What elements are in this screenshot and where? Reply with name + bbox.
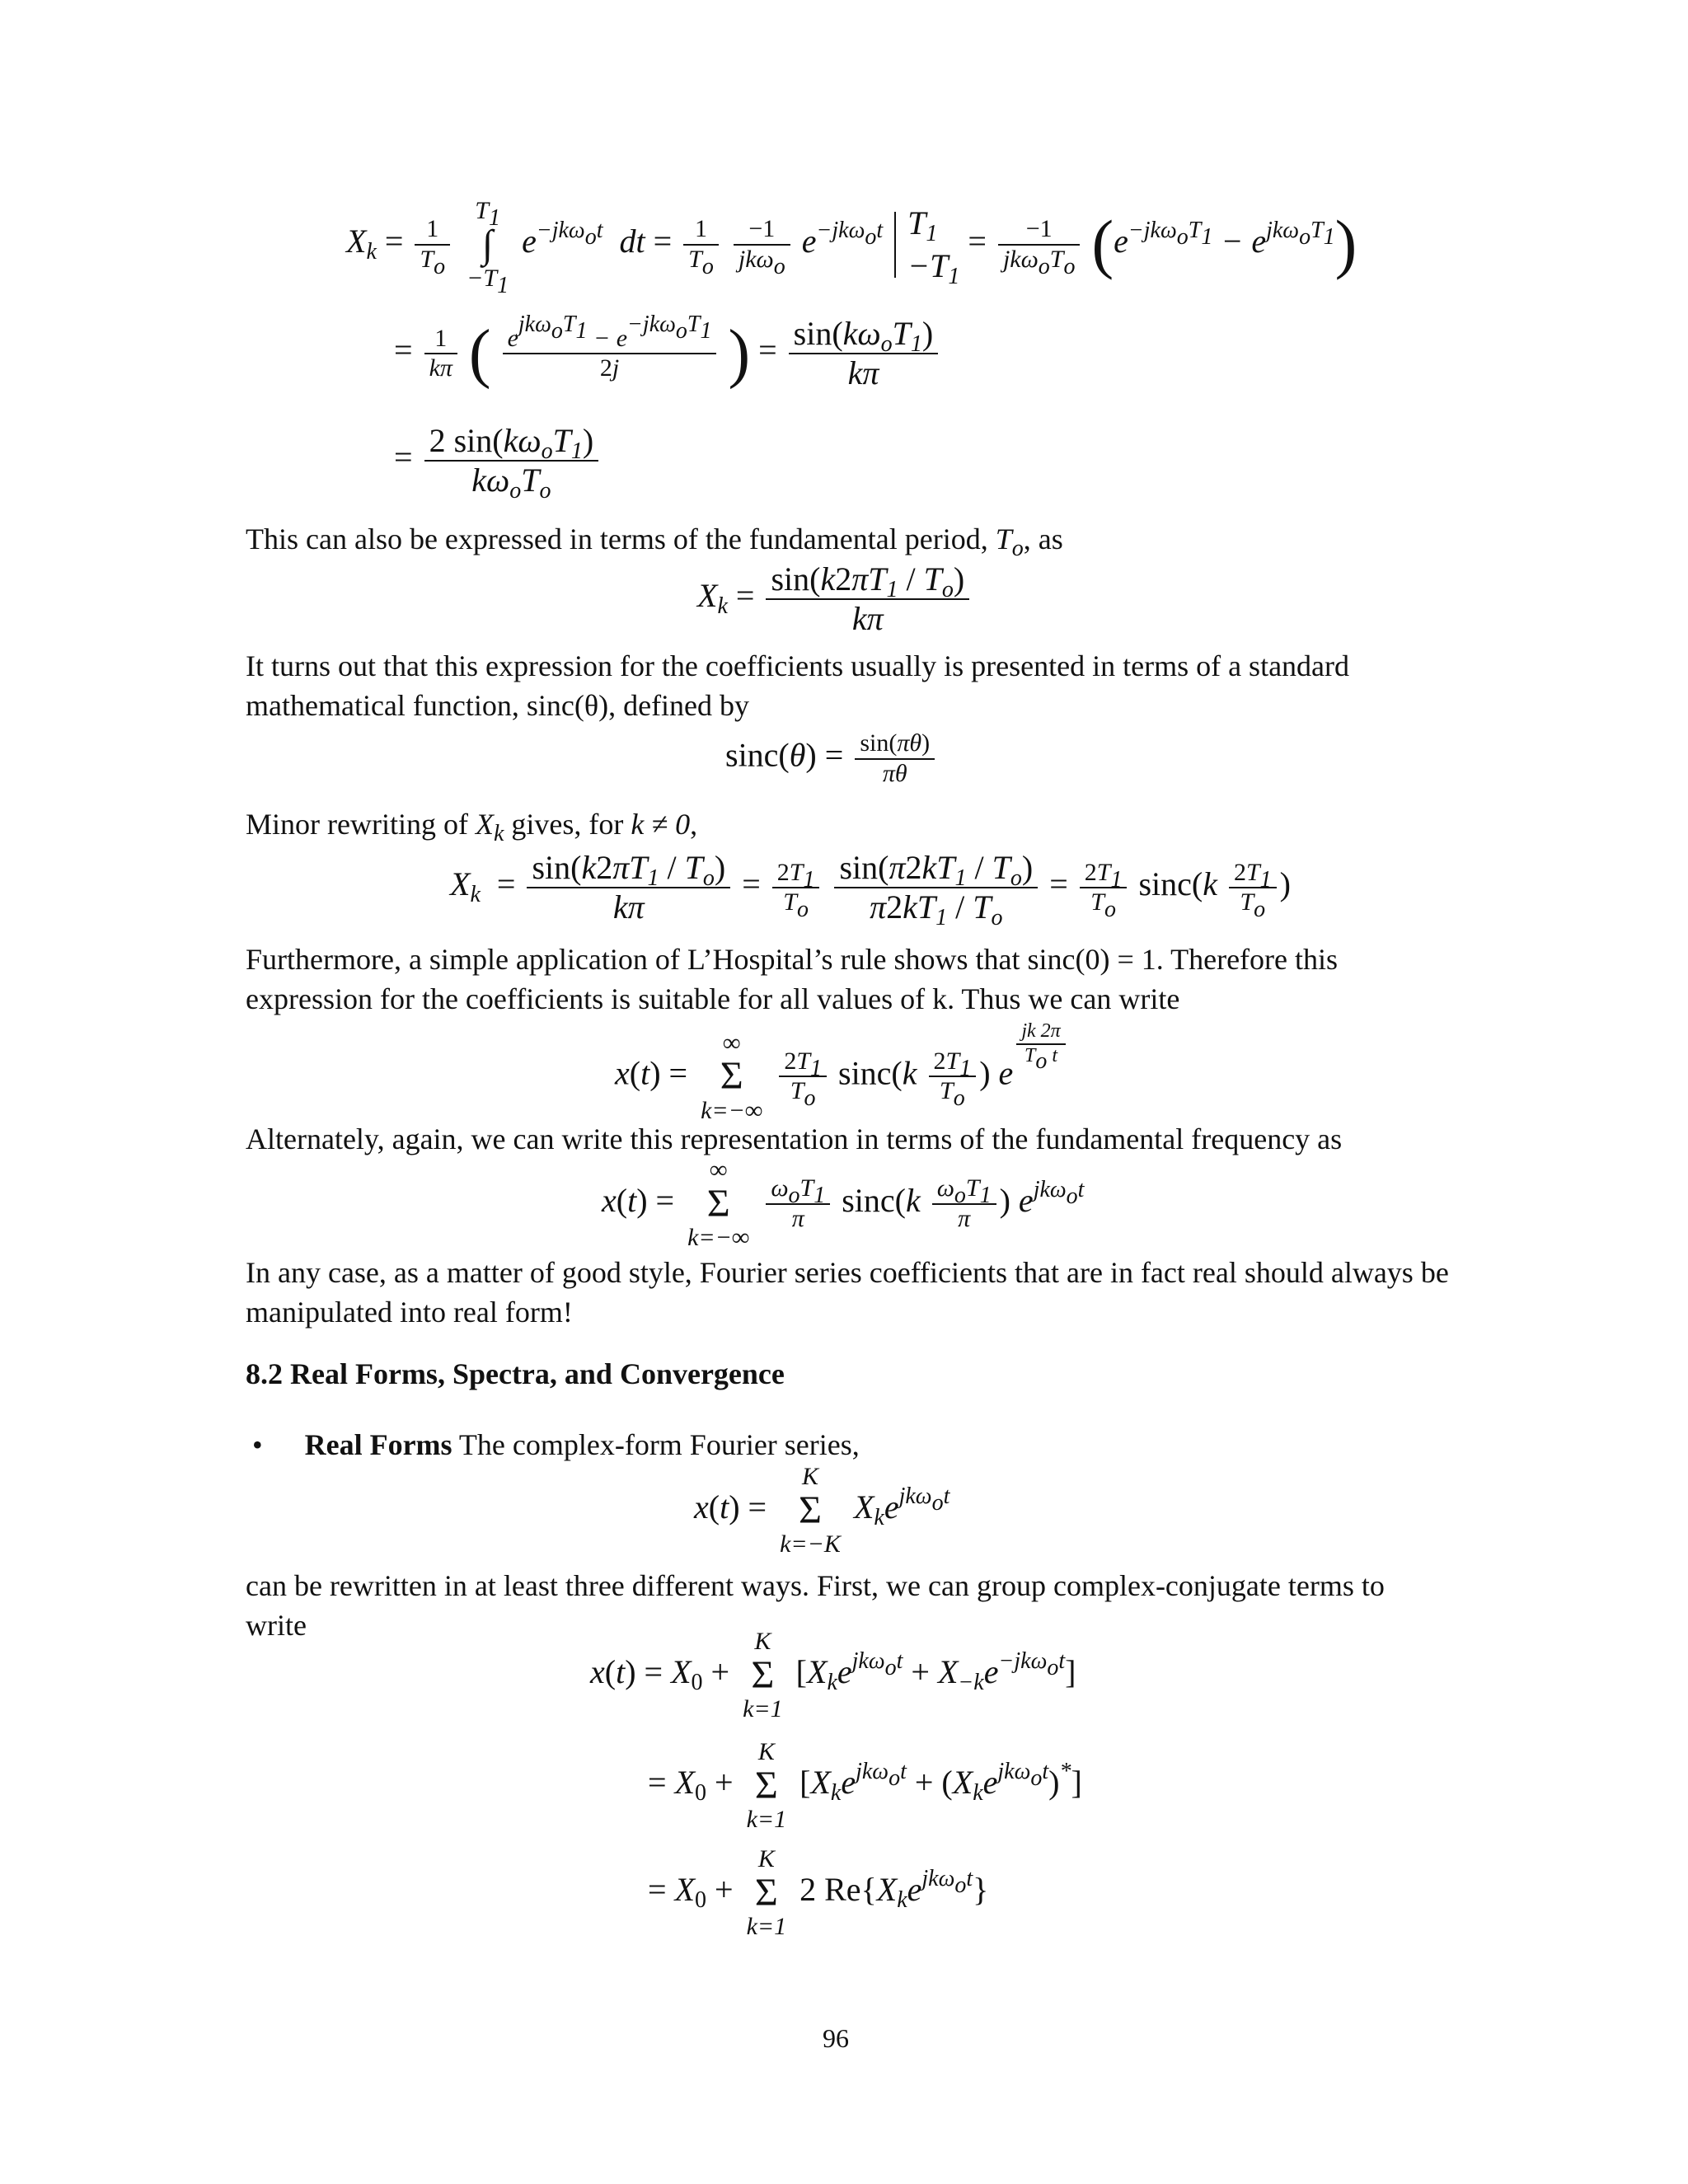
equation-complex-series: x(t) = K Σ k=−K $X_ke^{jk\omega_ot}$ bbox=[694, 1463, 950, 1558]
paragraph-minor-rewriting: Minor rewriting of $X_k$ gives, for k ≠ 0, bbox=[246, 808, 698, 846]
paragraph-fundamental-period: This can also be expressed in terms of the fundamental period, $T_o$, as bbox=[246, 523, 1063, 561]
page-number: 96 bbox=[823, 2023, 849, 2053]
equation-xk-final: = $\frac{2 \sin(k\omega_oT_1)}{k\omega_oT_o}$ bbox=[394, 422, 602, 499]
equation-xk-sinc: $X_k$ = $\frac{\sin(k2\pi T_1 / T_o)}{k\pi}$ = $\frac{2T_1}{T_o}$ $\frac{\sin(\pi 2kT_1 / T_o)}{\pi 2kT_1 / T_o}$ = $\frac{2T_1}{T_o}$ sinc(k $\frac{2T_1}{T_o}$ ) bbox=[450, 849, 1291, 930]
paragraph-fundamental-frequency: Alternately, again, we can write this representation in terms of the fundamental frequency as bbox=[246, 1122, 1343, 1155]
paragraph-real-form-style: In any case, as a matter of good style, Fourier series coefficients that are in fact real should always be manipulated into real form! bbox=[246, 1256, 1449, 1329]
paragraph-rewritten: can be rewritten in at least three different ways. First, we can group complex-conjugate terms to write bbox=[246, 1569, 1385, 1642]
equation-xt-period: x(t) = ∞ Σ k=−∞ $\frac{2T_1}{T_o}$ sinc(k $\frac{2T_1}{T_o}$ ) e $\frac{jk 2\pi}{T_o t}$ bbox=[615, 1020, 1069, 1123]
section-heading: 8.2 Real Forms, Spectra, and Convergence bbox=[246, 1357, 785, 1390]
bullet-real-forms: • Real Forms The complex-form Fourier series, bbox=[252, 1428, 860, 1461]
bullet-title: Real Forms bbox=[304, 1428, 452, 1461]
equation-xk-period: $X_k$ = $\frac{\sin(k2\pi T_1 / T_o)}{k\pi}$ bbox=[697, 560, 973, 638]
equation-xk-sin: = $\frac{1}{k\pi}$ ( $\frac{e^{jk\omega_oT_1} - e^{-jk\omega_oT_1}}{2j}$ ) = $\frac{\sin(k\omega_oT_1)}{k\pi}$ bbox=[394, 315, 941, 392]
bullet-marker: • bbox=[252, 1428, 263, 1461]
equation-real-form-1: $x(t) = X_0$ + K Σ k=1 $[X_ke^{jk\omega_ot} + X_{-k}e^{-jk\omega_ot}]$ bbox=[590, 1628, 1076, 1722]
paragraph-lhospital: Furthermore, a simple application of L’Hospital’s rule shows that sinc(0) = 1. Therefore this expression for the coefficients is suitable for all values of k. Thus we can write bbox=[246, 943, 1339, 1015]
paragraph-sinc-intro: It turns out that this expression for the coefficients usually is presented in terms of a standard mathematical function, sinc(θ), defined by bbox=[246, 649, 1350, 722]
equation-xk-integral: $X_k$ = $\frac{1}{T_o}$ $T_1$ ∫ $-T_1$ $e^{-jk\omega_ot}$ dt = $\frac{1}{T_o}$ $\frac{-1}{jk\omega_o}$ $e^{-jk\omega_ot}$ $T_1$ $-T_1$ = $\frac{-1}{jk\omega_oT_o}$ $(e^{-jk\omega_oT_1} - e^{jk\omega_oT_1})$ bbox=[346, 197, 1357, 298]
equation-real-form-3: = $X_0$ + K Σ k=1 2 $Re\{X_ke^{jk\omega_ot}\}$ bbox=[648, 1845, 989, 1940]
equation-xt-frequency: x(t) = ∞ Σ k=−∞ $\frac{\omega_oT_1}{\pi}$ sinc(k $\frac{\omega_oT_1}{\pi}$ ) $e^{jk\omega_ot}$ bbox=[602, 1156, 1085, 1251]
equation-sinc-definition: sinc(θ) = $\frac{\sin(\pi\theta)}{\pi\theta}$ bbox=[725, 729, 938, 788]
equation-real-form-2: = $X_0$ + K Σ k=1 $[X_ke^{jk\omega_ot} + (X_ke^{jk\omega_ot})^*]$ bbox=[648, 1738, 1082, 1833]
